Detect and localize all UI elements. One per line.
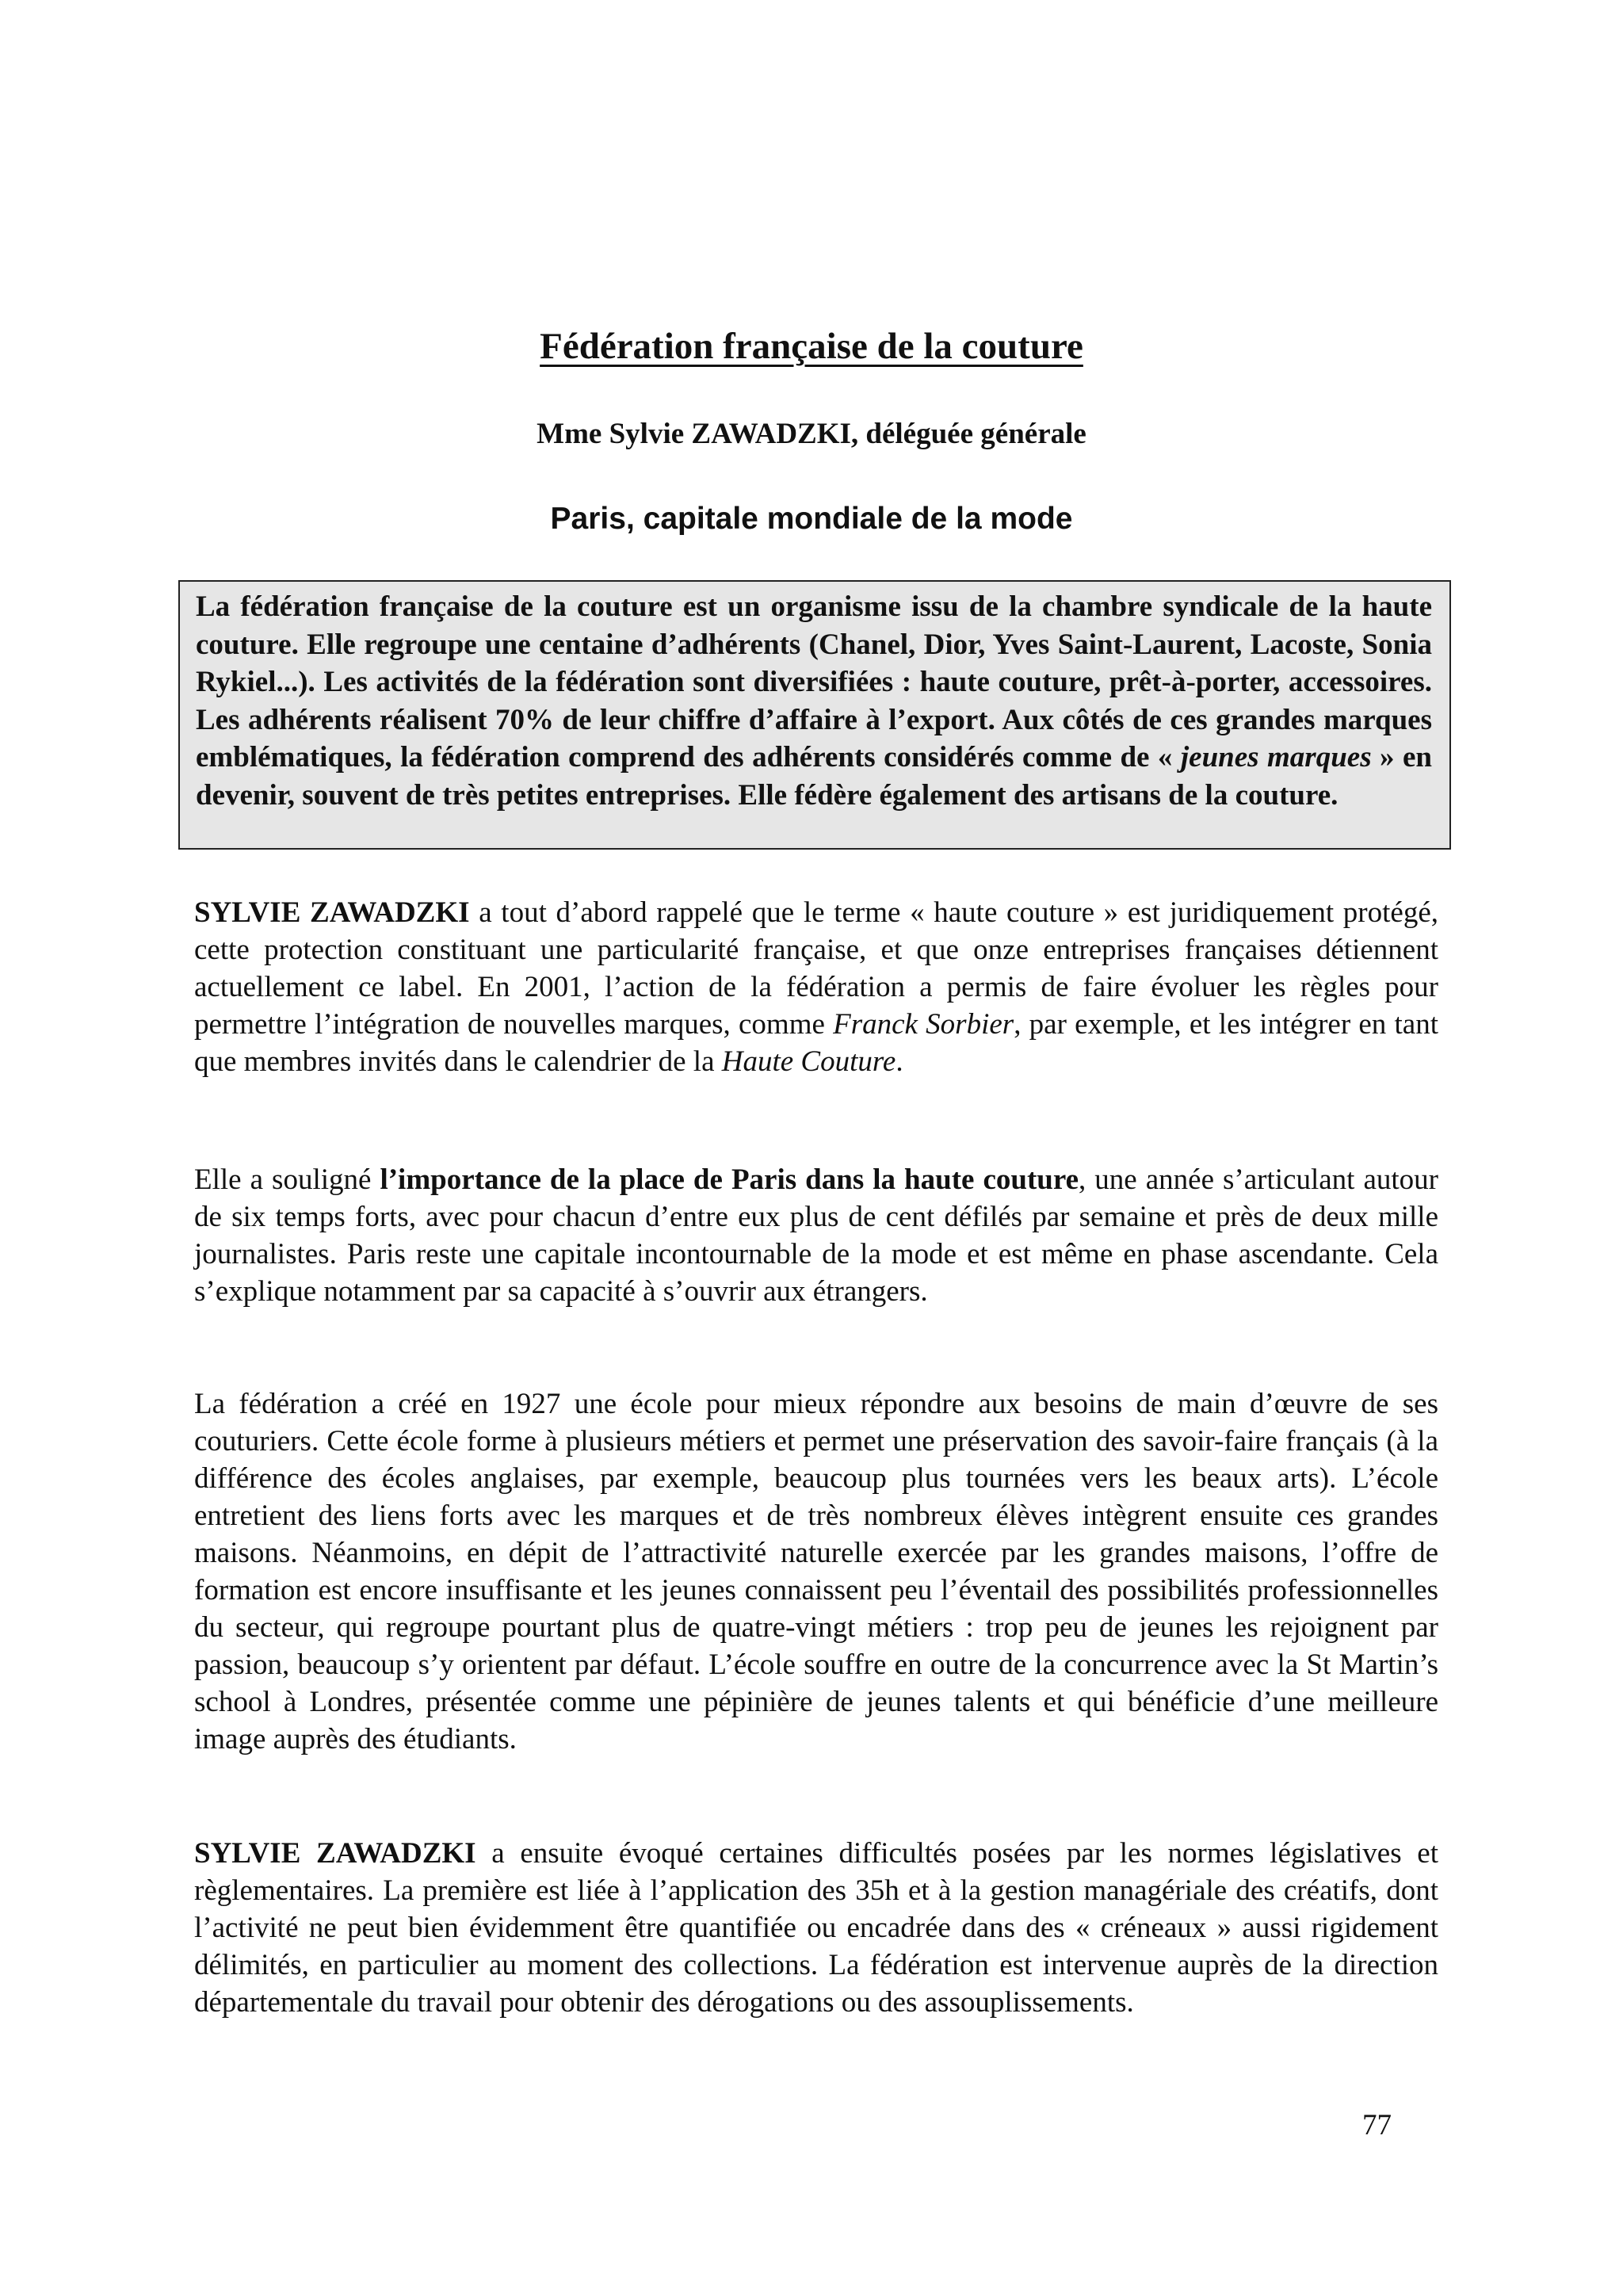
summary-text-end: » en devenir, souvent de très petites entreprises. Elle fédère également des artisans de la couture. [196,741,1433,812]
paragraph-4-text: a ensuite évoqué certaines difficultés posées par les normes législatives et règlementaires. La première est liée à l’application des 35h et à la gestion managériale des créatifs, dont l’activité ne peut bien évidemment être quantifiée ou encadrée dans des « créneaux » aussi rigidement délimités, en particulier au moment des collections. La fédération est intervenue auprès de la direction départementale du travail pour obtenir des dérogations ou des assouplissements. [194,1837,1439,2019]
summary-box [178,580,1451,850]
summary-italic-text: jeunes marques [1180,741,1372,774]
paragraph-2-bold: l’importance de la place de Paris dans la haute couture [380,1163,1079,1196]
speaker-name-2: SYLVIE ZAWADZKI [194,1837,476,1870]
paragraph-4 [194,1835,1438,2021]
speaker-line: Mme Sylvie ZAWADZKI, déléguée générale [537,418,1086,450]
paragraph-1-text: a tout d’abord rappelé que le terme « haute couture » est juridiquement protégé, cette protection constituant une particularité française, et que onze entreprises françaises détiennent actuellement ce label. En 2001, l’action de la fédération a permis de faire évoluer les règles pour permettre l’intégration de nouvelles marques, comme [194,896,1439,1041]
paragraph-2-text: Elle a souligné [194,1163,380,1196]
paragraph-1-text-2: , par exemple, et les intégrer en tant que membres invités dans le calendrier de la [194,1008,1438,1078]
paragraph-1-italic-2: Haute Couture [721,1045,896,1078]
summary-text: La fédération française de la couture est un organisme issu de la chambre syndicale de la haute couture. Elle regroupe une centaine d’adhérents (Chanel, Dior, Yves Saint-Laurent, Lacoste, Sonia Rykiel...). Les activités de la fédération sont diversifiées : haute couture, prêt-à-porter, accessoires. Les adhérents réalisent 70% de leur chiffre d’affaire à l’export. Aux côtés de ces grandes marques emblématiques, la fédération comprend des adhérents considérés comme de « [196,590,1432,774]
document-title: Fédération française de la couture [540,326,1083,367]
paragraph-1 [194,894,1438,1080]
page-number: 77 [1362,2109,1392,2141]
paragraph-2 [194,1161,1438,1310]
paragraph-1-text-3: . [896,1045,903,1078]
paragraph-3: La fédération a créé en 1927 une école pour mieux répondre aux besoins de main d’œuvre de ses couturiers. Cette école forme à plusieurs métiers et permet une préservation des savoir-faire français (à la différence des écoles anglaises, par exemple, beaucoup plus tournées vers les beaux arts). L’école entretient des liens forts avec les marques et de très nombreux élèves intègrent ensuite ces grandes maisons. Néanmoins, en dépit de l’attractivité naturelle exercée par les grandes maisons, l’offre de formation est encore insuffisante et les jeunes connaissent peu l’éventail des possibilités professionnelles du secteur, qui regroupe pourtant plus de quatre-vingt métiers : trop peu de jeunes les rejoignent par passion, beaucoup s’y orientent par défaut. L’école souffre en outre de la concurrence avec la St Martin’s school à Londres, présentée comme une pépinière de jeunes talents et qui bénéficie d’une meilleure image auprès des étudiants. [194,1388,1438,1755]
paragraph-1-italic-1: Franck Sorbier [833,1008,1014,1041]
paragraph-2-text-2: , une année s’articulant autour de six temps forts, avec pour chacun d’entre eux plus de cent défilés par semaine et près de deux mille journalistes. Paris reste une capitale incontournable de la mode et est même en phase ascendante. Cela s’explique notamment par sa capacité à s’ouvrir aux étrangers. [194,1163,1438,1308]
section-heading: Paris, capitale mondiale de la mode [550,502,1073,536]
speaker-name: SYLVIE ZAWADZKI [194,896,470,929]
